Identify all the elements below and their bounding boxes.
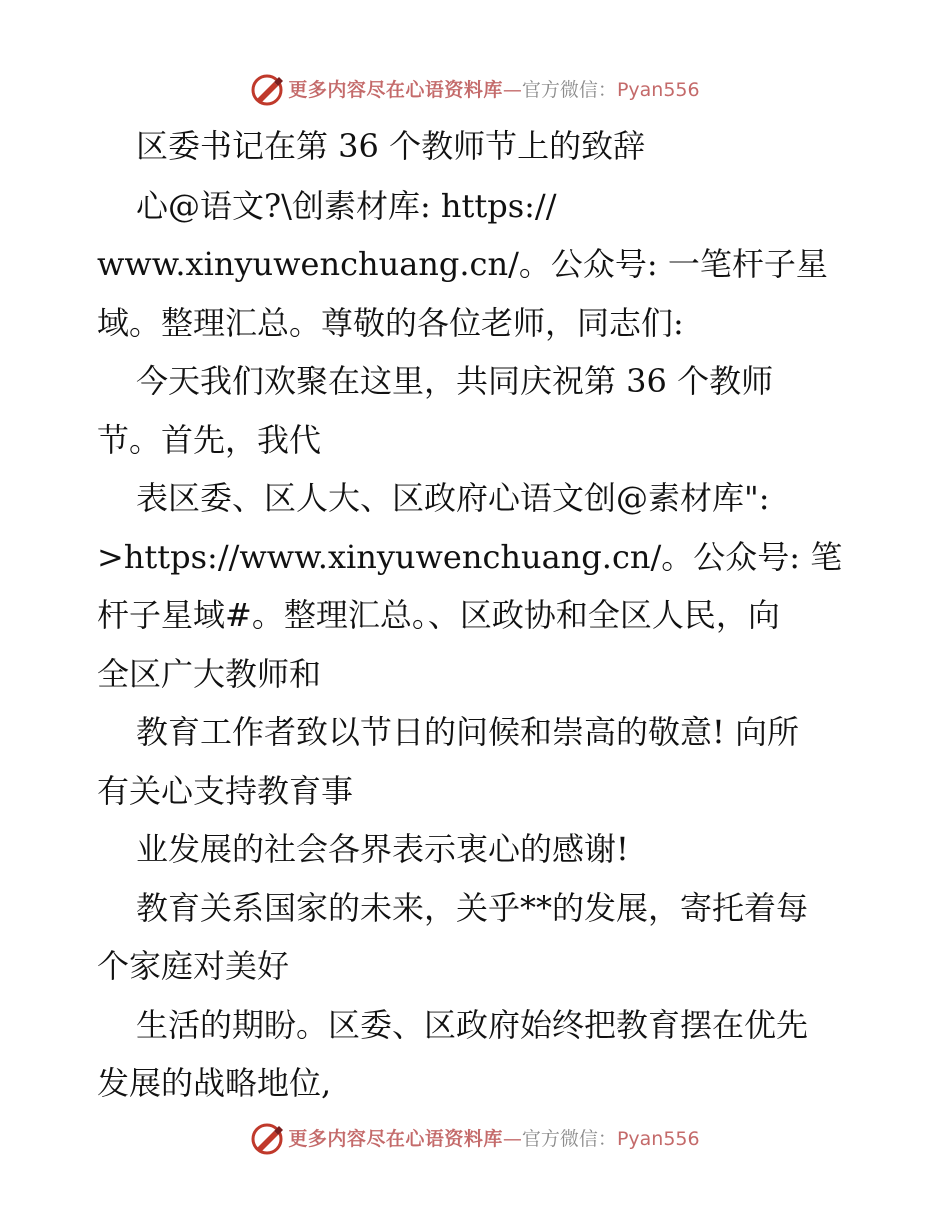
doc-title: 区委书记在第 36 个教师节上的致辞 [136,127,646,165]
banner-text: 更多内容尽在心语资料库 [288,79,503,101]
banner-wechat-id: Pyan556 [616,79,700,101]
text-line: 杆子星域#。整理汇总。、区政协和全区人民，向 [97,596,780,634]
banner-separator: — [502,79,522,101]
text-line: 业发展的社会各界表示衷心的感谢! [136,830,629,868]
text-line: 教育工作者致以节日的问候和崇高的敬意! 向所 [136,713,800,751]
banner-label: 官方微信： [521,79,617,101]
text-line: 节。首先，我代 [97,421,322,459]
text-line: 今天我们欢聚在这里，共同庆祝第 36 个教师 [136,362,774,400]
text-line: 教育关系国家的未来，关乎**的发展，寄托着每 [136,889,809,927]
banner-wechat-id: Pyan556 [616,1128,700,1150]
text-line: www.xinyuwenchuang.cn/。公众号: 一笔杆子星 [97,245,828,283]
banner-text: 更多内容尽在心语资料库 [288,1128,503,1150]
text-line: >https://www.xinyuwenchuang.cn/。公众号: 笔 [97,538,843,576]
text-line: 全区广大教师和 [97,655,322,693]
text-line: 发展的战略地位, [97,1064,332,1102]
text-line: 个家庭对美好 [97,947,290,985]
text-line: 表区委、区人大、区政府心语文创@素材库": [136,479,770,517]
text-line: 生活的期盼。区委、区政府始终把教育摆在优先 [136,1006,809,1044]
text-line: 有关心支持教育事 [97,772,354,810]
text-line: 心@语文?\创素材库: https:// [136,187,557,225]
footer-banner [0,1121,950,1157]
banner-separator: — [502,1128,522,1150]
text-line: 域。整理汇总。尊敬的各位老师，同志们: [97,304,684,342]
banner-label: 官方微信： [521,1128,617,1150]
logo-icon [250,1122,284,1156]
